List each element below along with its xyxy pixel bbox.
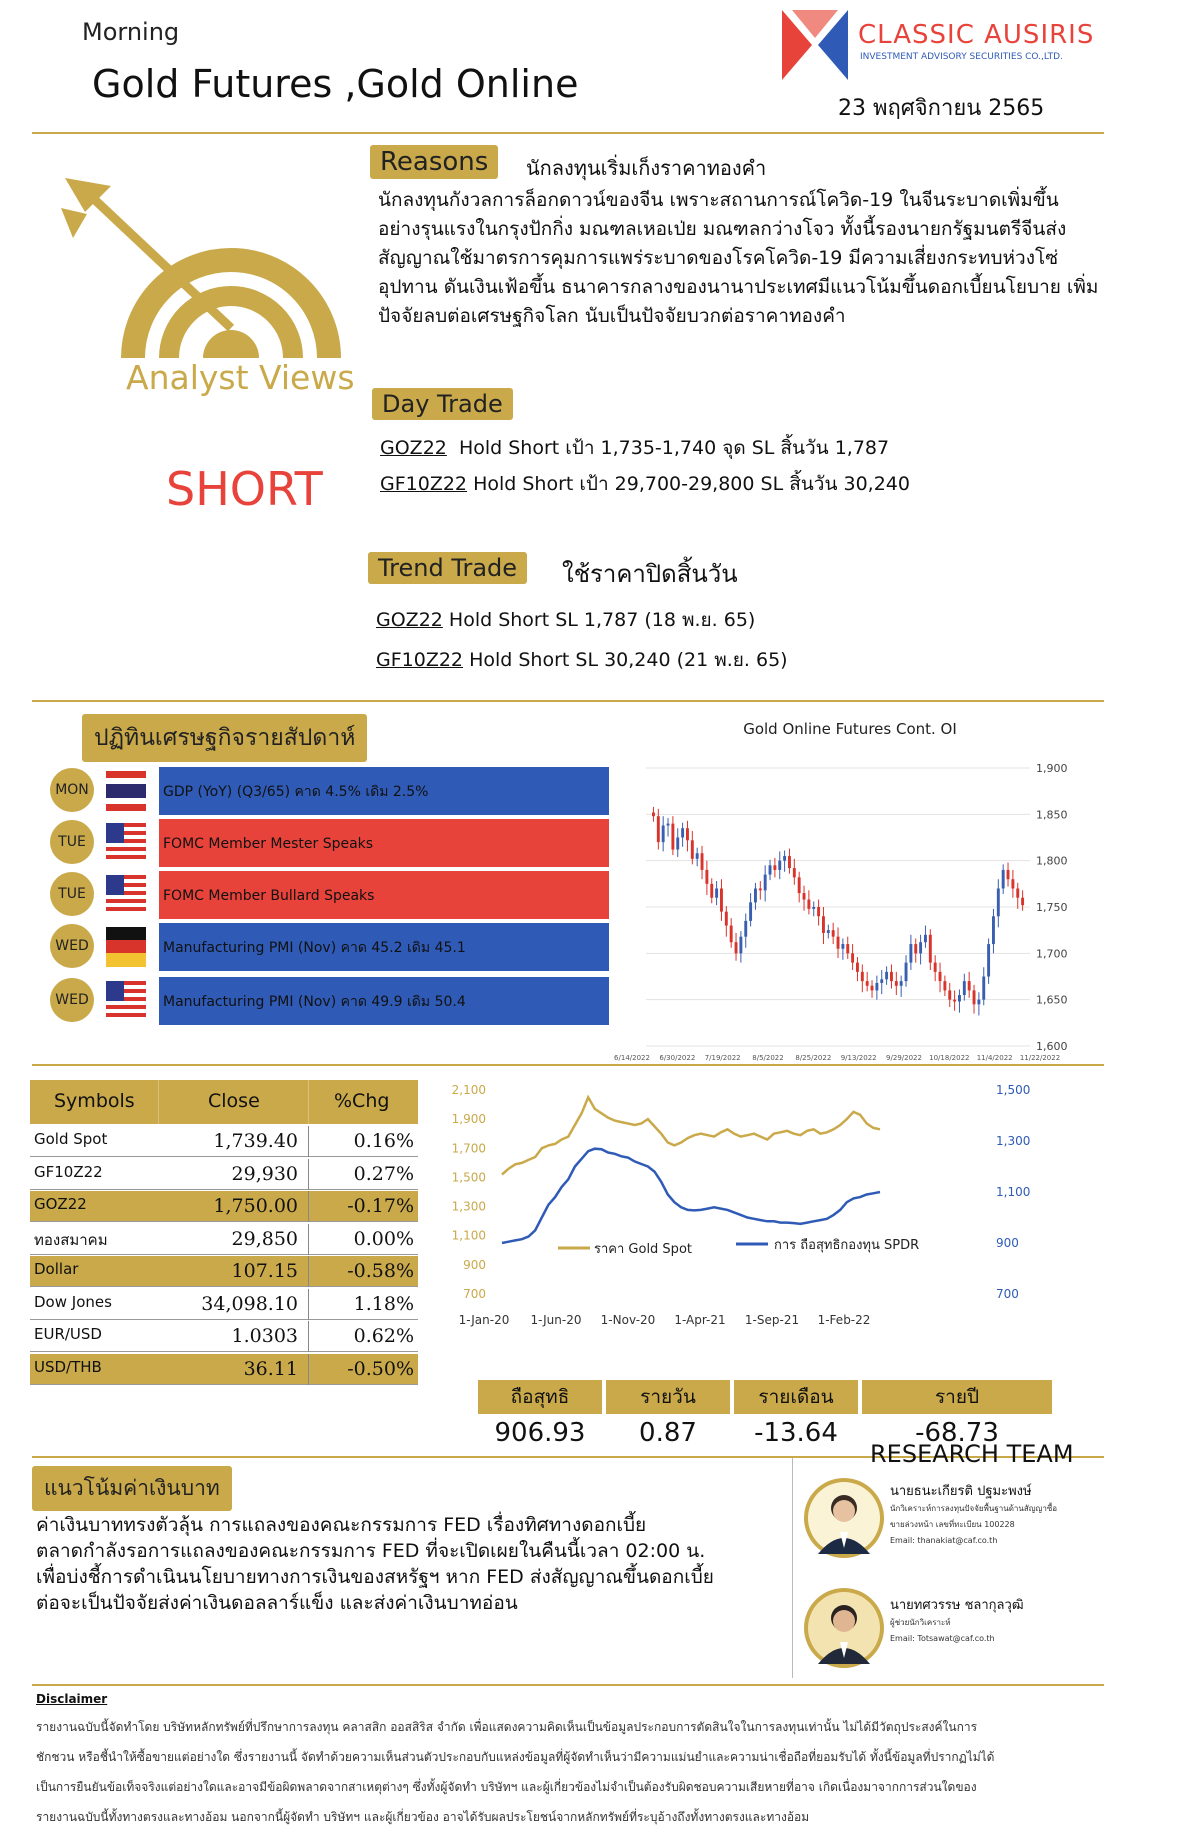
x-tick-label: 6/30/2022: [659, 1054, 696, 1062]
analyst-views-label: Analyst Views: [126, 358, 355, 397]
event-day-badge: WED: [50, 978, 94, 1022]
y-tick-label-left: 2,100: [451, 1083, 486, 1097]
member-role: ผู้ช่วยนักวิเคราะห์: [890, 1618, 951, 1627]
legend-gold-spot: ราคา Gold Spot: [594, 1242, 692, 1257]
calendar-tag: ปฏิทินเศรษฐกิจรายสัปดาห์: [82, 714, 367, 762]
thailand-flag-icon: [106, 771, 146, 811]
candle-body: [788, 856, 791, 868]
gold-online-candlestick-chart: [614, 710, 1080, 1062]
y-tick-label: 1,650: [1036, 993, 1068, 1007]
calendar-event: [50, 922, 610, 972]
event-description: Manufacturing PMI (Nov) คาด 45.2 เดิม 45.1: [158, 922, 610, 972]
y-tick-label: 1,750: [1036, 901, 1068, 914]
event-description: GDP (YoY) (Q3/65) คาด 4.5% เดิม 2.5%: [158, 766, 610, 816]
person-icon: [804, 1588, 884, 1668]
candle-body: [744, 921, 747, 937]
candle-body: [715, 888, 718, 897]
stat-header-yearly: รายปี: [862, 1380, 1052, 1414]
candle-body: [696, 853, 699, 859]
symbol-cell: GOZ22: [34, 1195, 87, 1213]
event-description: Manufacturing PMI (Nov) คาด 49.9 เดิม 50.4: [158, 976, 610, 1026]
calendar-event: [50, 870, 610, 920]
candle-body: [657, 816, 660, 842]
candle-body: [982, 977, 985, 1000]
company-tagline: INVESTMENT ADVISORY SECURITIES CO.,LTD.: [860, 52, 1063, 62]
event-day-badge: TUE: [50, 820, 94, 864]
change-cell: 1.18%: [353, 1292, 414, 1315]
trend-trade-note: ใช้ราคาปิดสิ้นวัน: [562, 560, 738, 588]
calendar-event: [50, 818, 610, 868]
reasons-body: [378, 186, 1158, 331]
candle-body: [783, 856, 786, 861]
candle-body: [1011, 879, 1014, 888]
candle-body: [977, 1000, 980, 1005]
person-icon: [804, 1478, 884, 1558]
y-tick-label-left: 700: [463, 1287, 486, 1301]
candle-body: [759, 888, 762, 890]
spdr-holdings-line: [502, 1149, 880, 1243]
trend-trade-item: [376, 646, 788, 675]
candle-body: [686, 828, 689, 840]
candle-body: [812, 907, 815, 909]
member-role: นักวิเคราะห์การลงทุนปัจจัยพื้นฐานด้านสัญญาซื้อ: [890, 1504, 1058, 1513]
candle-body: [890, 972, 893, 981]
x-tick-label: 11/22/2022: [1019, 1054, 1061, 1062]
close-cell: 107.15: [231, 1260, 298, 1282]
event-description: FOMC Member Mester Speaks: [158, 818, 610, 868]
x-tick-label: 10/18/2022: [929, 1054, 970, 1062]
change-cell: 0.62%: [353, 1325, 414, 1347]
symbols-table-row: [30, 1321, 418, 1352]
usa-flag-icon: [106, 981, 146, 1021]
change-cell: -0.17%: [347, 1195, 414, 1217]
y-tick-label-right: 700: [996, 1287, 1019, 1301]
candle-body: [866, 981, 869, 986]
baht-line: ค่าเงินบาททรงตัวลุ้น การแถลงของคณะกรรมการ FED เรื่องทิศทางดอกเบี้ย: [36, 1514, 647, 1536]
candle-body: [924, 935, 927, 942]
x-tick-label: 7/19/2022: [704, 1054, 741, 1062]
signal-label: SHORT: [166, 462, 323, 516]
candle-body: [841, 944, 844, 949]
candle-body: [822, 916, 825, 933]
candle-body: [1007, 870, 1010, 879]
y-tick-label-left: 1,100: [451, 1228, 486, 1243]
disclaimer-line: ชักชวน หรือชี้นำให้ซื้อขายแต่อย่างใด ซึ่งรายงานนี้ จัดทำด้วยความเห็นส่วนตัวประกอบกับแหล่งข้อมูลที่ผู้จัดทำเห็นว่ามีความแม่นยำและความน่าเชื่อถือที่ยอมรับได้ ทั้งนี้ข้อมูลที่ปรากฏไม่ได้: [36, 1750, 995, 1764]
x-tick-label: 11/4/2022: [976, 1054, 1013, 1062]
gold-spot-line: [502, 1097, 880, 1174]
candle-body: [798, 877, 801, 893]
header-symbols: Symbols: [54, 1090, 135, 1112]
candle-body: [725, 912, 728, 926]
symbol-cell: Dollar: [34, 1260, 79, 1278]
candle-body: [662, 825, 665, 842]
trend-trade-text: Hold Short SL 1,787 (18 พ.ย. 65): [442, 609, 756, 631]
trend-trade-text: Hold Short SL 30,240 (21 พ.ย. 65): [463, 649, 788, 671]
candle-body: [793, 868, 796, 877]
close-cell: 34,098.10: [201, 1292, 298, 1315]
symbols-table-row: [30, 1256, 418, 1287]
candle-body: [875, 983, 878, 990]
candle-body: [739, 937, 742, 954]
y-tick-label: 1,900: [1036, 762, 1068, 775]
report-date: 23 พฤศจิกายน 2565: [838, 96, 1045, 121]
disclaimer-title: Disclaimer: [36, 1692, 108, 1706]
y-tick-label-right: 1,500: [996, 1083, 1031, 1097]
change-cell: -0.58%: [347, 1260, 414, 1282]
candle-body: [730, 926, 733, 943]
candle-body: [885, 972, 888, 979]
symbols-table-row: [30, 1224, 418, 1255]
candle-body: [963, 981, 966, 995]
stat-value-monthly: -13.64: [754, 1418, 838, 1448]
candle-body: [832, 930, 835, 936]
symbols-table-row: [30, 1289, 418, 1320]
logo-mark-icon: [782, 10, 848, 80]
company-logo: [782, 10, 848, 80]
x-tick-label: 1-Feb-22: [817, 1313, 871, 1327]
candle-body: [919, 942, 922, 953]
candle-body: [1016, 888, 1019, 897]
legend-spdr: การ ถือสุทธิกองทุน SPDR: [774, 1238, 920, 1253]
avatar: [804, 1588, 884, 1668]
x-tick-label: 1-Apr-21: [674, 1313, 726, 1327]
symbol-cell: USD/THB: [34, 1357, 102, 1376]
candle-body: [667, 824, 670, 826]
candle-body: [939, 972, 942, 981]
event-day-badge: TUE: [50, 872, 94, 916]
event-day-badge: WED: [50, 924, 94, 968]
reasons-line: นักลงทุนกังวลการล็อกดาวน์ของจีน เพราะสถานการณ์โควิด-19 ในจีนระบาดเพิ่มขึ้น: [378, 189, 1059, 211]
chart-legend: [558, 1237, 919, 1257]
y-tick-label: 1,850: [1036, 808, 1068, 822]
candle-body: [691, 840, 694, 859]
reasons-line: อุปทาน ดันเงินเฟ้อขึ้น ธนาคารกลางของนานาประเทศมีแนวโน้มขึ้นดอกเบี้ยนโยบาย เพิ่ม: [378, 276, 1099, 298]
symbol-cell: Gold Spot: [34, 1130, 108, 1148]
day-trade-item: [380, 434, 889, 463]
candle-body: [948, 990, 951, 999]
x-tick-label: 6/14/2022: [614, 1054, 650, 1062]
event-description: FOMC Member Bullard Speaks: [158, 870, 610, 920]
reasons-headline: นักลงทุนเริ่มเก็งราคาทองคำ: [526, 156, 767, 180]
close-cell: 1,739.40: [213, 1130, 298, 1152]
y-tick-label-left: 1,500: [451, 1170, 486, 1185]
candle-body: [749, 902, 752, 921]
disclaimer-line: รายงานฉบับนี้ทั้งทางตรงและทางอ้อม นอกจากนี้ผู้จัดทำ บริษัทฯ และผู้เกี่ยวข้อง อาจได้รับผลประโยชน์จากหลักทรัพย์ที่ระบุอ้างถึงทั้งทางตรงและทางอ้อม: [36, 1810, 810, 1824]
day-trade-symbol: GOZ22: [380, 437, 447, 459]
y-tick-label-left: 900: [463, 1257, 486, 1272]
symbols-table-row: [30, 1159, 418, 1190]
symbols-table-row: [30, 1126, 418, 1157]
reasons-tag: Reasons: [370, 145, 498, 179]
member-name: นายธนะเกียรติ ปฐมะพงษ์: [890, 1484, 1032, 1499]
stat-header-monthly: รายเดือน: [734, 1380, 858, 1414]
section-divider: [32, 1064, 1104, 1066]
candle-body: [769, 865, 772, 874]
day-trade-symbol: GF10Z22: [380, 473, 468, 495]
day-trade-item: [380, 470, 910, 499]
chart-title: Gold Online Futures Cont. OI: [743, 720, 957, 738]
x-tick-label: 9/13/2022: [840, 1054, 877, 1062]
header-close: Close: [208, 1090, 260, 1112]
header-change: %Chg: [334, 1090, 390, 1112]
reasons-line: สัญญาณใช้มาตรการคุมการแพร่ระบาดของโรคโควิด-19 มีความเสี่ยงกระทบห่วงโซ่: [378, 247, 1059, 269]
day-trade-text: Hold Short เป้า 29,700-29,800 SL สิ้นวัน 30,240: [467, 473, 910, 495]
candle-body: [943, 981, 946, 990]
candle-body: [827, 930, 830, 933]
close-cell: 29,850: [231, 1227, 298, 1250]
symbol-cell: EUR/USD: [34, 1325, 102, 1343]
stat-value-daily: 0.87: [639, 1418, 697, 1448]
change-cell: 0.16%: [353, 1130, 414, 1152]
baht-line: เพื่อบ่งชี้การดำเนินนโยบายทางการเงินของสหรัฐฯ หาก FED ส่งสัญญาณขึ้นดอกเบี้ย: [36, 1566, 714, 1588]
y-tick-label-right: 1,300: [996, 1134, 1031, 1148]
symbols-table-header: [30, 1080, 418, 1124]
candle-body: [705, 870, 708, 884]
candle-body: [671, 824, 674, 850]
symbols-table-row: [30, 1191, 418, 1222]
candle-body: [837, 937, 840, 949]
close-cell: 1.0303: [231, 1325, 298, 1347]
x-tick-label: 8/25/2022: [795, 1054, 832, 1062]
candle-body: [764, 875, 767, 891]
close-cell: 29,930: [231, 1162, 298, 1185]
member-email: Email: Totsawat@caf.co.th: [890, 1634, 995, 1643]
y-tick-label: 1,700: [1036, 947, 1068, 961]
usa-flag-icon: [106, 823, 146, 863]
candle-body: [754, 888, 757, 902]
event-day-badge: MON: [50, 768, 94, 812]
y-tick-label-left: 1,300: [451, 1199, 486, 1214]
candle-body: [851, 953, 854, 962]
candle-body: [807, 900, 810, 909]
member-name: นายทศวรรษ ชลากุลวุฒิ: [890, 1598, 1024, 1613]
disclaimer-line: เป็นการยืนยันข้อเท็จจริงแต่อย่างใดและอาจมีข้อผิดพลาดจากสาเหตุต่างๆ ซึ่งทั้งผู้จัดทำ บริษัทฯ และผู้เกี่ยวข้องไม่จำเป็นต้องรับผิดชอบความเสียหายที่อาจ เกิดเนื่องมาจากการส่วนใดของ: [36, 1780, 977, 1794]
y-tick-label-right: 1,100: [996, 1185, 1031, 1199]
research-team-title: RESEARCH TEAM: [870, 1440, 1074, 1468]
trend-trade-tag: Trend Trade: [368, 552, 527, 584]
report-subtitle: Morning: [82, 18, 180, 46]
candle-body: [909, 944, 912, 963]
gold-spdr-line-chart: [440, 1070, 1060, 1370]
x-tick-label: 1-Jun-20: [530, 1313, 582, 1327]
close-cell: 1,750.00: [213, 1195, 298, 1217]
change-cell: 0.27%: [353, 1162, 414, 1185]
candle-body: [973, 990, 976, 1004]
candle-body: [987, 944, 990, 976]
member-email: Email: thanakiat@caf.co.th: [890, 1536, 998, 1545]
candle-body: [720, 888, 723, 911]
candle-body: [992, 916, 995, 944]
germany-flag-icon: [106, 927, 146, 967]
candle-body: [953, 1000, 956, 1002]
candle-body: [895, 981, 898, 986]
target-illustration: [65, 178, 355, 358]
usa-flag-icon: [106, 875, 146, 915]
company-name: CLASSIC AUSIRIS: [858, 20, 1095, 50]
stat-header-daily: รายวัน: [606, 1380, 730, 1414]
baht-line: ตลาดกำลังรอการแถลงของคณะกรรมการ FED ที่จะเปิดเผยในคืนนี้เวลา 02:00 น.: [36, 1540, 706, 1562]
day-trade-tag: Day Trade: [372, 388, 513, 420]
change-cell: 0.00%: [353, 1227, 414, 1250]
report-title: Gold Futures ,Gold Online: [92, 62, 579, 106]
trend-trade-item: [376, 606, 755, 635]
candle-body: [652, 812, 655, 816]
candle-body: [817, 907, 820, 916]
candle-body: [710, 884, 713, 898]
candle-body: [880, 979, 883, 983]
x-tick-label: 1-Sep-21: [744, 1313, 800, 1327]
candle-body: [997, 888, 1000, 916]
symbol-cell: GF10Z22: [34, 1162, 103, 1181]
baht-line: ต่อจะเป็นปัจจัยส่งค่าเงินดอลลาร์แข็ง และส่งค่าเงินบาทอ่อน: [36, 1592, 518, 1614]
candle-body: [914, 944, 917, 953]
candle-body: [701, 853, 704, 870]
column-divider: [792, 1458, 793, 1678]
x-tick-label: 1-Jan-20: [458, 1313, 510, 1327]
y-tick-label: 1,800: [1036, 854, 1068, 868]
candle-body: [1002, 870, 1005, 889]
candle-body: [929, 935, 932, 963]
section-divider: [32, 700, 1104, 702]
candle-body: [900, 981, 903, 986]
candle-body: [735, 942, 738, 953]
candle-body: [846, 944, 849, 953]
reasons-line: อย่างรุนแรงในกรุงปักกิ่ง มณฑลเหอเป่ย มณฑลกว่างโจว ทั้งนี้รองนายกรัฐมนตรีจีนส่ง: [378, 218, 1067, 240]
symbols-table-row: [30, 1354, 418, 1385]
avatar: [804, 1478, 884, 1558]
trend-trade-symbol: GF10Z22: [376, 649, 464, 671]
y-tick-label-left: 1,900: [451, 1112, 486, 1127]
x-tick-label: 9/29/2022: [886, 1054, 922, 1062]
candle-body: [676, 838, 679, 850]
stat-value-yearly: -68.73: [915, 1418, 999, 1448]
candle-body: [871, 986, 874, 991]
disclaimer-line: รายงานฉบับนี้จัดทำโดย บริษัทหลักทรัพย์ที่ปรึกษาการลงทุน คลาสสิก ออสสิริส จำกัด เพื่อแสดงความคิดเห็นเป็นข้อมูลประกอบการตัดสินใจในการลงทุนเท่านั้น ไม่ได้มีวัตถุประสงค์ในการ: [36, 1720, 978, 1734]
stat-value-net: 906.93: [494, 1418, 586, 1448]
candle-body: [681, 828, 684, 837]
y-tick-label: 1,600: [1036, 1040, 1068, 1053]
trend-trade-symbol: GOZ22: [376, 609, 443, 631]
candle-body: [856, 963, 859, 972]
x-tick-label: 1-Nov-20: [600, 1313, 656, 1327]
candle-body: [968, 981, 971, 990]
target-arrow-icon: [65, 178, 355, 358]
y-tick-label-right: 900: [996, 1236, 1019, 1250]
candle-body: [778, 861, 781, 870]
day-trade-text: Hold Short เป้า 1,735-1,740 จุด SL สิ้นวัน 1,787: [446, 437, 890, 459]
section-divider: [32, 1684, 1104, 1686]
member-license: ขายล่วงหน้า เลขที่ทะเบียน 100228: [890, 1520, 1015, 1529]
calendar-event: [50, 976, 610, 1026]
close-cell: 36.11: [243, 1357, 298, 1380]
candle-body: [773, 865, 776, 870]
candle-body: [958, 995, 961, 1001]
y-tick-label-left: 1,700: [451, 1141, 486, 1156]
stat-header-net: ถือสุทธิ: [478, 1380, 602, 1414]
candle-body: [803, 893, 806, 899]
baht-outlook-body: [36, 1512, 796, 1616]
symbol-cell: ทองสมาคม: [34, 1230, 108, 1249]
calendar-event: [50, 766, 610, 816]
baht-outlook-tag: แนวโน้มค่าเงินบาท: [32, 1466, 232, 1511]
candle-body: [1021, 898, 1024, 905]
change-cell: -0.50%: [347, 1357, 414, 1380]
symbol-cell: Dow Jones: [34, 1292, 112, 1311]
x-tick-label: 8/5/2022: [752, 1054, 784, 1062]
candle-body: [861, 972, 864, 981]
candle-body: [934, 963, 937, 972]
header-divider: [32, 132, 1104, 134]
reasons-line: ปัจจัยลบต่อเศรษฐกิจโลก นับเป็นปัจจัยบวกต่อราคาทองคำ: [378, 305, 846, 327]
candle-body: [905, 963, 908, 982]
